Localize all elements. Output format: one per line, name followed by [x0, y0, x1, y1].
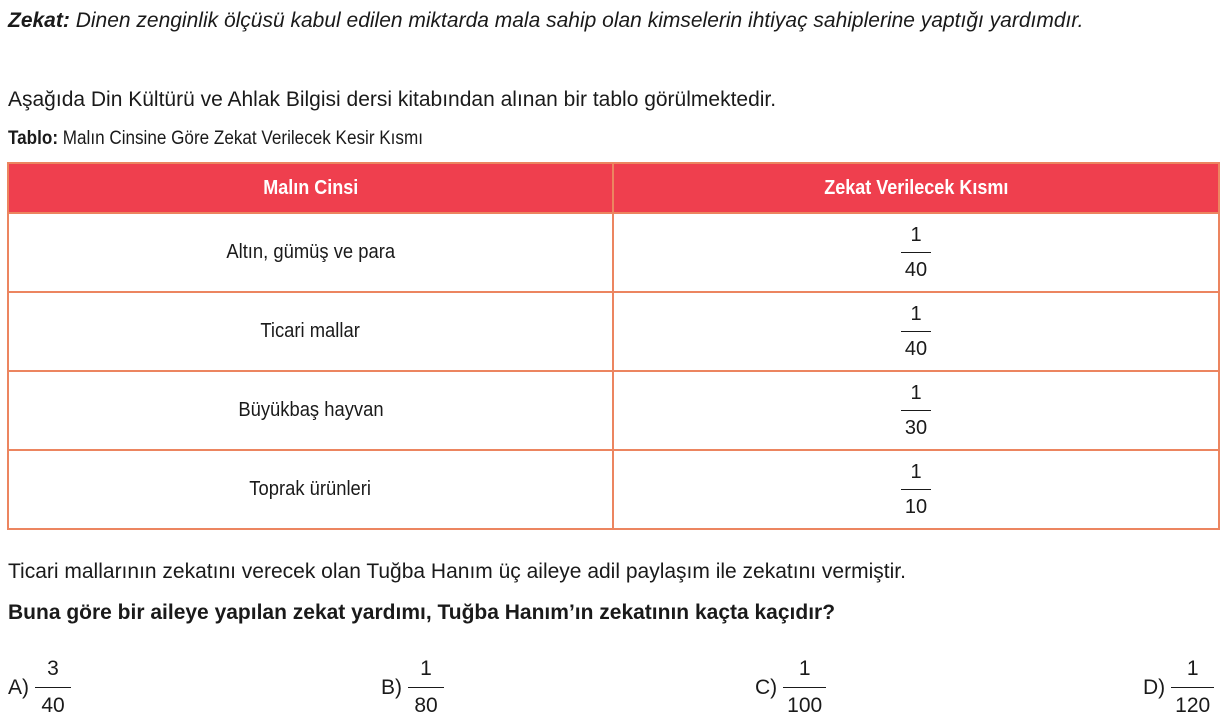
- fraction-numerator: 1: [910, 224, 922, 246]
- fraction-denominator: 80: [414, 694, 438, 717]
- table-caption-text: Malın Cinsine Göre Zekat Verilecek Kesir Kısmı: [58, 128, 423, 149]
- zekat-table: [7, 162, 1220, 530]
- table-header-row: [8, 163, 1219, 213]
- fraction-numerator: 1: [910, 382, 922, 404]
- fraction-denominator: 120: [1175, 694, 1211, 717]
- fraction-numerator: 1: [910, 303, 922, 325]
- option-letter: B): [381, 675, 402, 699]
- fraction-bar: [901, 410, 931, 411]
- definition-text: Dinen zenginlik ölçüsü kabul edilen miktarda mala sahip olan kimselerin ihtiyaç sahiplerine yaptığı yardımdır.: [69, 9, 1084, 32]
- option-letter: D): [1143, 675, 1166, 699]
- fraction-numerator: 3: [47, 657, 59, 680]
- fraction-bar: [408, 687, 444, 688]
- fraction-numerator: 1: [1186, 657, 1199, 680]
- option-fraction: [408, 656, 444, 719]
- fraction: [901, 381, 931, 440]
- fraction-denominator: 30: [904, 417, 928, 439]
- option-a[interactable]: [8, 656, 71, 719]
- option-b[interactable]: [381, 656, 444, 719]
- fraction-denominator: 40: [41, 694, 65, 717]
- fraction-denominator: 40: [904, 338, 928, 360]
- row-fraction-cell: [613, 371, 1219, 450]
- definition-paragraph: [8, 6, 1220, 36]
- table-caption-label: Tablo:: [8, 128, 59, 149]
- table-row: [8, 371, 1219, 450]
- option-c[interactable]: [755, 656, 826, 719]
- row-kind-cell: Altın, gümüş ve para: [8, 213, 613, 292]
- table-row: [8, 292, 1219, 371]
- definition-term: Zekat:: [8, 9, 70, 32]
- table-caption: [8, 128, 423, 150]
- option-fraction: [783, 656, 826, 719]
- option-letter: A): [8, 675, 29, 699]
- option-fraction: [1171, 656, 1214, 719]
- fraction-bar: [901, 331, 931, 332]
- option-letter: C): [755, 675, 778, 699]
- fraction-numerator: 1: [798, 657, 811, 680]
- fraction: [901, 460, 931, 519]
- fraction-numerator: 1: [910, 461, 922, 483]
- row-fraction-cell: [613, 213, 1219, 292]
- row-kind-cell: Toprak ürünleri: [8, 450, 613, 529]
- fraction-denominator: 40: [904, 259, 928, 281]
- row-kind-cell: Ticari mallar: [8, 292, 613, 371]
- row-kind-cell: Büyükbaş hayvan: [8, 371, 613, 450]
- fraction-denominator: 10: [904, 496, 928, 518]
- scenario-text: Ticari mallarının zekatını verecek olan Tuğba Hanım üç aileye adil paylaşım ile zekatını vermiştir.: [8, 560, 906, 583]
- fraction: [901, 302, 931, 361]
- header-zekat-kismi: Zekat Verilecek Kısmı: [613, 163, 1219, 213]
- question-text: Buna göre bir aileye yapılan zekat yardımı, Tuğba Hanım’ın zekatının kaçta kaçıdır?: [8, 601, 836, 624]
- fraction-bar: [35, 687, 71, 688]
- table-row: [8, 213, 1219, 292]
- intro-paragraph: Aşağıda Din Kültürü ve Ahlak Bilgisi dersi kitabından alınan bir tablo görülmektedir.: [8, 88, 777, 111]
- header-mal-cinsi: Malın Cinsi: [8, 163, 613, 213]
- fraction-numerator: 1: [420, 657, 432, 680]
- option-fraction: [35, 656, 71, 719]
- table-row: [8, 450, 1219, 529]
- fraction-bar: [1171, 687, 1214, 688]
- fraction-bar: [901, 489, 931, 490]
- option-d[interactable]: [1143, 656, 1214, 719]
- fraction: [901, 223, 931, 282]
- fraction-bar: [901, 252, 931, 253]
- row-fraction-cell: [613, 292, 1219, 371]
- row-fraction-cell: [613, 450, 1219, 529]
- fraction-bar: [783, 687, 826, 688]
- fraction-denominator: 100: [787, 694, 823, 717]
